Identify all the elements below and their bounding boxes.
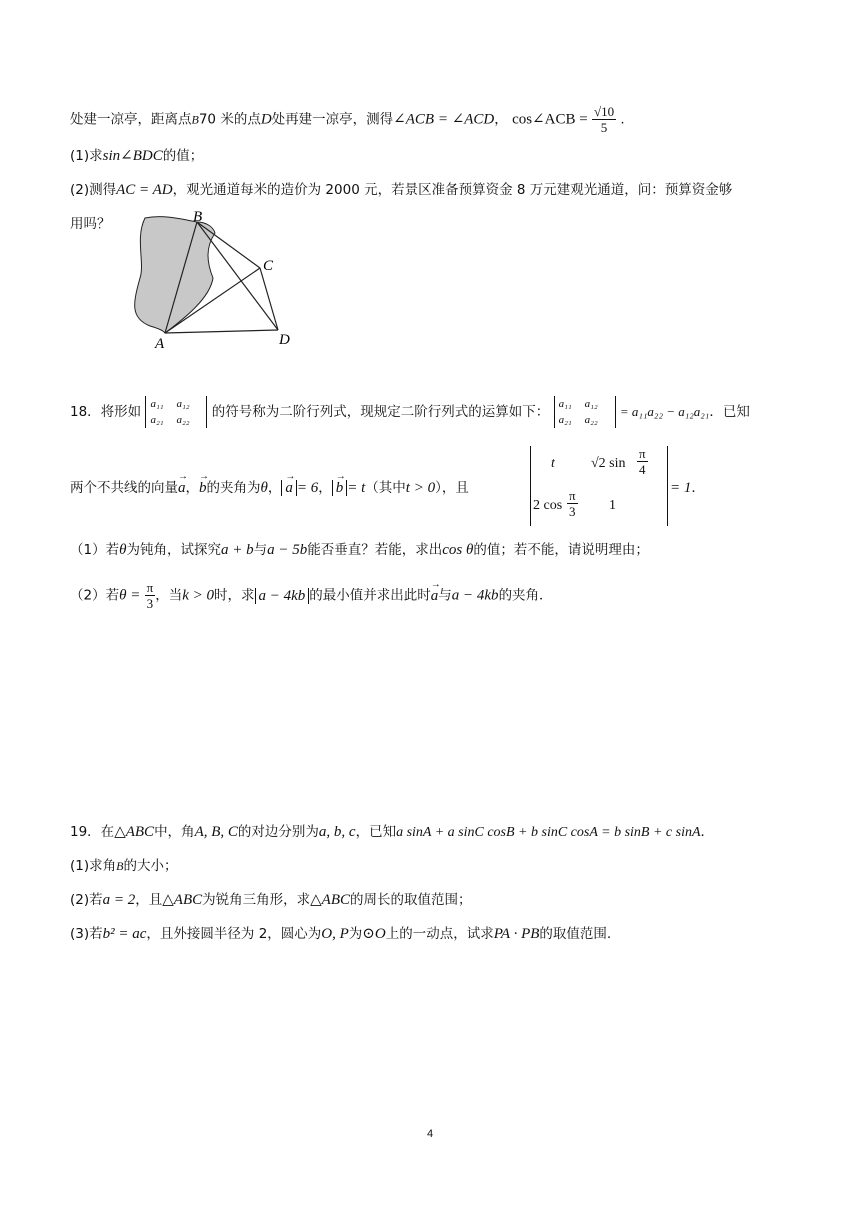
text: （1）若 xyxy=(70,542,120,558)
line-ad xyxy=(165,330,278,333)
det-t: t xyxy=(551,456,555,471)
norm-expr: a − 4kb xyxy=(255,588,310,604)
triangle: △ABC xyxy=(114,824,155,840)
cos-theta: cos θ xyxy=(442,542,474,558)
text: 为钝角，试探究 xyxy=(126,542,221,558)
text: 为 xyxy=(348,926,363,942)
text: ． xyxy=(700,824,715,840)
det-pi-over-4 xyxy=(637,446,648,477)
vector-diff: a − 5b xyxy=(267,542,308,558)
text: ，观光通道每米的造价为 2000 元，若景区准备预算资金 8 万元建观光通道，问：预算资金够 xyxy=(172,182,733,198)
label-c: C xyxy=(263,258,274,274)
theta: θ xyxy=(260,480,268,496)
text: ， xyxy=(185,480,199,496)
text: （2）若 xyxy=(70,587,120,604)
det-rule: = a₁₁a₂₂ − a₁₂a₂₁ xyxy=(619,404,710,419)
given-equation: a sinA + a sinC cosB + b sinC cosA = b sinB + c sinA xyxy=(396,825,701,840)
text: (2)若 xyxy=(70,892,103,908)
text: (2)测得 xyxy=(70,182,117,198)
angles: A, B, C xyxy=(194,824,238,840)
determinant-definition xyxy=(554,396,616,428)
vector-sum: a + b xyxy=(220,542,254,558)
text: 的最小值并求出此时 xyxy=(309,587,431,604)
cos-label: cos∠ACB = xyxy=(512,111,588,128)
q19-stem xyxy=(70,822,714,843)
vector-a: → a xyxy=(285,478,293,498)
text: (3)若 xyxy=(70,926,103,942)
label-b: B xyxy=(193,209,203,225)
o-p: O, P xyxy=(321,926,349,942)
text: 用吗？ xyxy=(70,216,111,232)
det-a11: a₁₁ xyxy=(150,398,164,410)
b-squared: b² = ac xyxy=(102,926,147,942)
text: 上的一动点，试求 xyxy=(385,926,494,942)
text: 的大小； xyxy=(123,858,178,874)
text: ，已知 xyxy=(355,824,397,840)
circle-o: ⊙O xyxy=(362,926,386,942)
det-result: = 1 xyxy=(670,480,692,496)
num: π xyxy=(569,488,576,503)
q17-part1 xyxy=(70,146,203,166)
angle-equation: ∠ACB = ∠ACD xyxy=(393,111,495,128)
q17-part2 xyxy=(70,180,732,200)
text: 的取值范围. xyxy=(539,926,612,942)
a-eq-2: a = 2 xyxy=(102,892,136,908)
num: π xyxy=(146,580,154,595)
triangle: △ABC xyxy=(162,892,203,908)
text: （其中 xyxy=(365,480,406,496)
det-a22: a₂₂ xyxy=(176,414,190,426)
geometry-figure xyxy=(125,208,305,353)
text: ，且外接圆半径为 2，圆心为 xyxy=(146,926,322,942)
text: 与 xyxy=(438,587,452,604)
angle-b: B xyxy=(116,859,124,873)
q18-line2: 两个不共线的向量→ a，→ b的夹角为θ，→ a = 6，→ b = t（其中t > 0），且 xyxy=(70,478,469,498)
vector-a: → a xyxy=(178,478,186,498)
text: 能否垂直？若能，求出 xyxy=(307,542,443,558)
math-expr: sin∠BDC xyxy=(102,148,163,164)
q17-part2-cont xyxy=(70,214,111,234)
math-expr: AC = AD xyxy=(116,182,173,198)
text: ．已知 xyxy=(709,404,750,420)
norm-a-eq: = 6 xyxy=(296,480,319,496)
q18-part1 xyxy=(70,540,649,560)
text: 为锐角三角形，求 xyxy=(202,892,311,908)
norm-b-eq: = t xyxy=(347,480,366,496)
q17-intro-line: 处建一凉亭，距离点B70 米的点D处再建一凉亭，测得∠ACB = ∠ACD， cos∠ACB = $\frac{√10}{5}$ . xyxy=(70,104,625,135)
det-a11: a₁₁ xyxy=(558,398,572,410)
text: 的符号称为二阶行列式，现规定二阶行列式的运算如下： xyxy=(211,404,550,420)
text: 的值； xyxy=(162,148,204,164)
page-number: 4 xyxy=(426,1128,434,1140)
text: ，当 xyxy=(155,587,183,604)
det-equals-one: = 1． xyxy=(670,480,705,496)
given-determinant xyxy=(530,446,668,526)
text: 19．在 xyxy=(70,824,115,840)
q18-line1 xyxy=(70,396,750,428)
text: 与 xyxy=(253,542,268,558)
text: 中，角 xyxy=(154,824,195,840)
det-pi-over-3 xyxy=(567,488,578,519)
text: 时，求 xyxy=(214,587,255,604)
text: 两个不共线的向量 xyxy=(70,480,178,496)
pi-over-3 xyxy=(145,580,156,611)
det-a21: a₂₁ xyxy=(150,414,164,426)
text: 18．将形如 xyxy=(70,404,142,420)
text: ，且 xyxy=(135,892,163,908)
triangle: △ABC xyxy=(310,892,350,908)
label-a: A xyxy=(155,336,165,352)
cos-numerator: √10 xyxy=(593,104,615,119)
point-b-label: B xyxy=(191,112,199,127)
q19-part3 xyxy=(70,924,611,944)
det-cos: 2 cos xyxy=(533,498,563,513)
k-condition: k > 0 xyxy=(182,587,214,604)
q19-part1 xyxy=(70,856,177,876)
label-d: D xyxy=(279,332,290,348)
text: 的对边分别为 xyxy=(237,824,319,840)
det-a12: a₁₂ xyxy=(584,398,598,410)
cos-fraction xyxy=(592,104,616,135)
line-cd xyxy=(260,268,278,330)
num: π xyxy=(639,446,646,461)
den: 4 xyxy=(639,462,646,477)
text: 的夹角为 xyxy=(206,480,261,496)
dot-product: PA · PB xyxy=(493,926,540,942)
text: 处建一凉亭，距离点 xyxy=(70,111,192,128)
text: 的值；若不能，请说明理由； xyxy=(473,542,649,558)
t-condition: t > 0 xyxy=(405,480,436,496)
theta-eq: θ = xyxy=(119,587,141,604)
vector-b: → b xyxy=(199,478,207,498)
text: (1)求 xyxy=(70,148,103,164)
text: 处再建一凉亭，测得 xyxy=(271,111,394,128)
cos-denominator: 5 xyxy=(600,120,608,135)
theta: θ xyxy=(119,542,127,558)
det-sin: √2 sin xyxy=(591,456,626,471)
den: 3 xyxy=(146,596,154,611)
text: 的周长的取值范围； xyxy=(350,892,472,908)
q19-part2 xyxy=(70,890,472,910)
q18-part2 xyxy=(70,580,553,611)
det-a21: a₂₁ xyxy=(558,414,572,426)
text: (1)求角 xyxy=(70,858,117,874)
vector-a: → a xyxy=(431,586,439,606)
sides: a, b, c xyxy=(318,824,356,840)
point-d-label: D xyxy=(260,111,272,128)
determinant-template xyxy=(145,396,207,428)
vector-b: → b xyxy=(336,478,344,498)
text: 70 米的点 xyxy=(198,111,261,128)
text: ），且 xyxy=(435,480,469,496)
shaded-region xyxy=(135,217,215,333)
den: 3 xyxy=(569,504,576,519)
vector-expr: a − 4kb xyxy=(451,587,499,604)
det-one: 1 xyxy=(609,498,616,513)
det-a12: a₁₂ xyxy=(176,398,190,410)
text: 的夹角． xyxy=(498,587,553,604)
det-a22: a₂₂ xyxy=(584,414,598,426)
